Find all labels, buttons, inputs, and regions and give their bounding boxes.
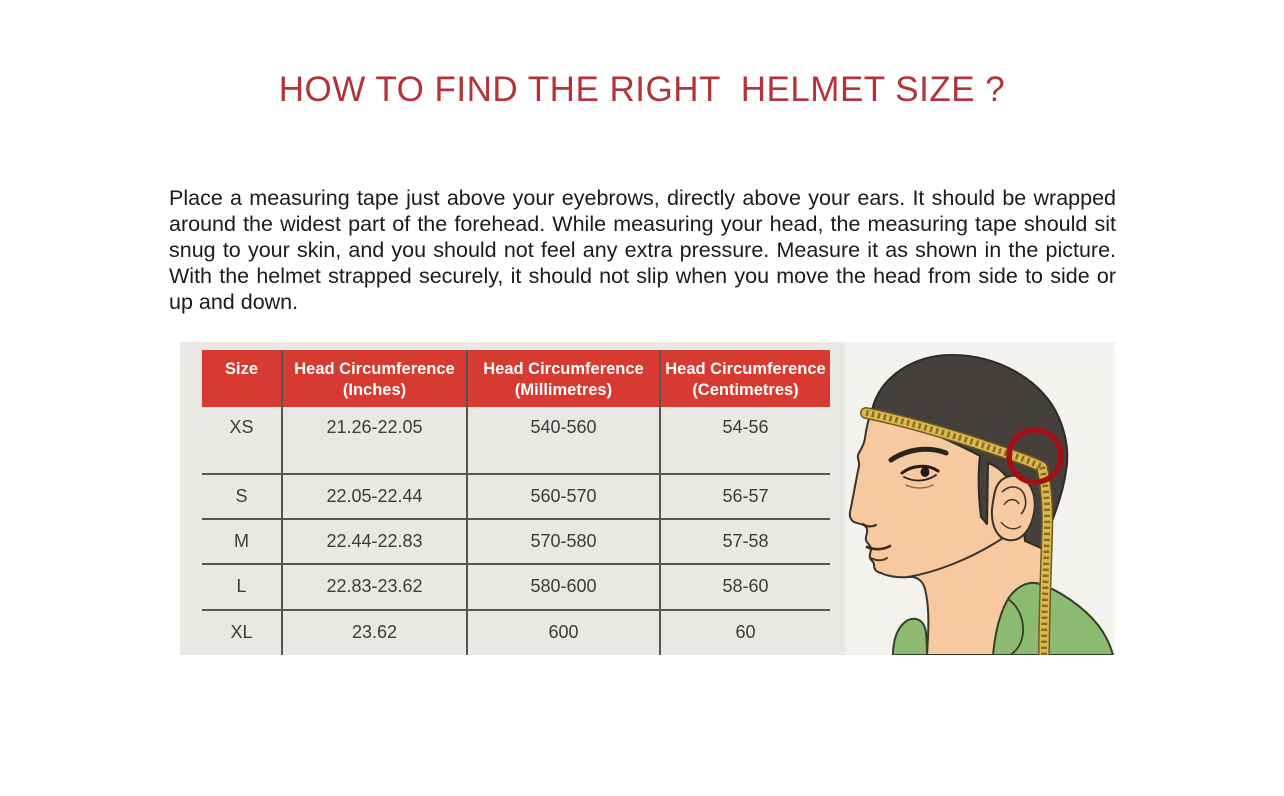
cell-size: S [202, 474, 282, 519]
cell-size: XL [202, 610, 282, 655]
table-row-l [202, 564, 830, 609]
column-header-millimetres: Head Circumference (Millimetres) [467, 350, 660, 407]
cell-inches: 22.44-22.83 [282, 519, 467, 564]
cell-size: M [202, 519, 282, 564]
column-header-centimetres: Head Circumference (Centimetres) [660, 350, 830, 407]
cell-centimetres: 54-56 [722, 417, 769, 437]
page-title: HOW TO FIND THE RIGHT HELMET SIZE ? [278, 70, 1006, 109]
cell-centimetres: 58-60 [660, 564, 830, 609]
cell-millimetres: 540-560 [467, 407, 660, 474]
table-row-xl [202, 610, 830, 655]
column-header-size: Size [202, 350, 282, 407]
table-row-xs [202, 407, 830, 474]
cell-inches: 22.05-22.44 [282, 474, 467, 519]
cell-millimetres: 560-570 [467, 474, 660, 519]
cell-centimetres: 60 [660, 610, 830, 655]
intro-paragraph: Place a measuring tape just above your eyebrows, directly above your ears. It should be wrapped around the widest part of the forehead. While measuring your head, the measuring tape should sit snug to your skin, and you should not feel any extra pressure. Measure it as shown in the picture. With the helmet strapped securely, it should not slip when you move the head from side to side or up and down. [169, 186, 1116, 314]
head-measurement-drawing [845, 342, 1115, 655]
cell-inches: 23.62 [282, 610, 467, 655]
size-table-header [202, 350, 830, 407]
iris [921, 467, 930, 477]
cell-size: XS [202, 407, 282, 474]
head-measurement-illustration [845, 342, 1115, 655]
cell-millimetres: 570-580 [467, 519, 660, 564]
table-row-s [202, 474, 830, 519]
helmet-size-table [202, 350, 830, 655]
cell-centimetres: 57-58 [660, 519, 830, 564]
cell-millimetres: 580-600 [467, 564, 660, 609]
cell-inches: 22.83-23.62 [282, 564, 467, 609]
ear [992, 476, 1035, 540]
cell-size: L [202, 564, 282, 609]
size-guide-panel [180, 342, 1115, 655]
cell-millimetres: 600 [467, 610, 660, 655]
cell-inches: 21.26-22.05 [282, 407, 467, 474]
table-row-m [202, 519, 830, 564]
cell-centimetres: 56-57 [660, 474, 830, 519]
measuring-tape-strip [1042, 467, 1047, 655]
column-header-inches: Head Circumference (Inches) [282, 350, 467, 407]
